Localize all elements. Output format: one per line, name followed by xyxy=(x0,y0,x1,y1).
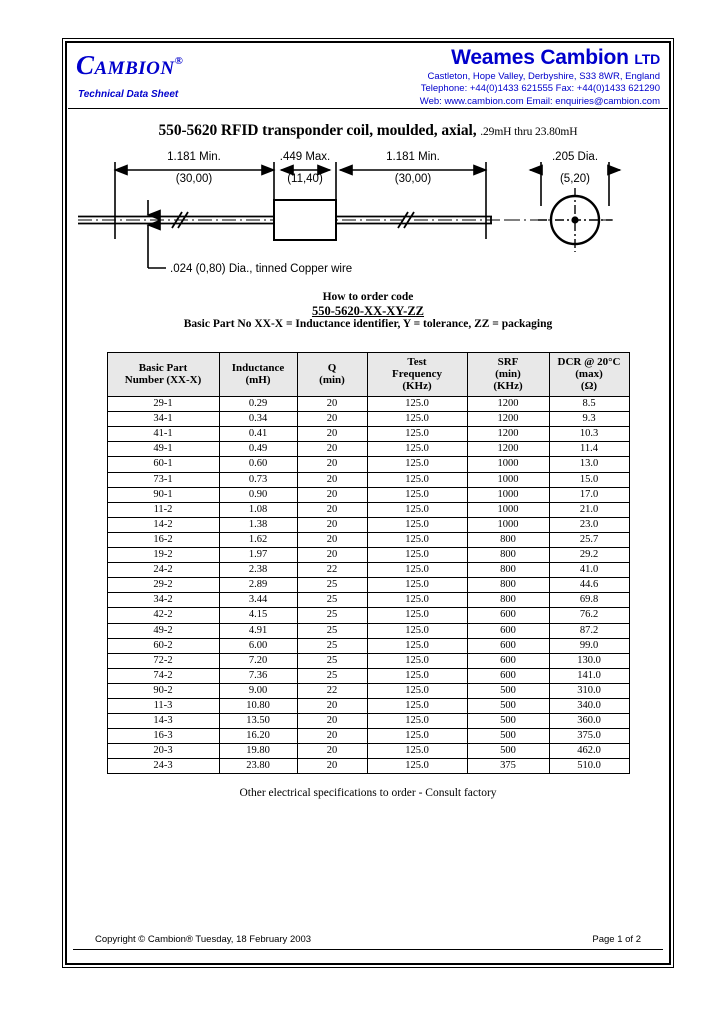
spec-cell: 4.15 xyxy=(219,608,297,623)
spec-cell: 310.0 xyxy=(549,683,629,698)
table-row xyxy=(107,593,629,608)
spec-cell: 1000 xyxy=(467,472,549,487)
spec-cell: 20 xyxy=(297,487,367,502)
spec-cell: 1.97 xyxy=(219,548,297,563)
table-row xyxy=(107,578,629,593)
spec-cell: 462.0 xyxy=(549,744,629,759)
order-code-block xyxy=(68,291,668,332)
spec-cell: 500 xyxy=(467,729,549,744)
spec-cell: 125.0 xyxy=(367,412,467,427)
spec-cell: 41.0 xyxy=(549,563,629,578)
spec-table-header-cell-1 xyxy=(219,352,297,397)
spec-cell: 25 xyxy=(297,593,367,608)
spec-cell: 10.3 xyxy=(549,427,629,442)
table-row xyxy=(107,548,629,563)
spec-cell: 1200 xyxy=(467,397,549,412)
company-address-line1: Castleton, Hope Valley, Derbyshire, S33 8WR, England xyxy=(427,71,660,82)
spec-header-line: (max) xyxy=(575,367,603,380)
spec-header-line: (KHz) xyxy=(493,379,523,392)
wire-diameter-note: .024 (0,80) Dia., tinned Copper wire xyxy=(170,263,353,275)
spec-cell: 25 xyxy=(297,623,367,638)
order-code-pattern: 550-5620-XX-XY-ZZ xyxy=(311,303,425,318)
table-row xyxy=(107,714,629,729)
spec-cell: 49-2 xyxy=(107,623,219,638)
spec-cell: 3.44 xyxy=(219,593,297,608)
company-block xyxy=(260,46,660,108)
spec-cell: 17.0 xyxy=(549,487,629,502)
table-row xyxy=(107,397,629,412)
spec-cell: 9.3 xyxy=(549,412,629,427)
spec-cell: 20 xyxy=(297,548,367,563)
spec-cell: 29-1 xyxy=(107,397,219,412)
technical-data-sheet-label: Technical Data Sheet xyxy=(78,89,179,100)
spec-cell: 72-2 xyxy=(107,653,219,668)
spec-cell: 20 xyxy=(297,397,367,412)
company-name xyxy=(260,46,660,71)
spec-cell: 1.38 xyxy=(219,517,297,532)
spec-cell: 16.20 xyxy=(219,729,297,744)
spec-table-body xyxy=(107,397,629,774)
spec-cell: 74-2 xyxy=(107,668,219,683)
spec-cell: 90-1 xyxy=(107,487,219,502)
spec-cell: 20 xyxy=(297,442,367,457)
spec-cell: 125.0 xyxy=(367,759,467,774)
spec-cell: 9.00 xyxy=(219,683,297,698)
spec-cell: 1000 xyxy=(467,502,549,517)
spec-cell: 20 xyxy=(297,698,367,713)
spec-table-header-cell-3 xyxy=(367,352,467,397)
spec-cell: 0.41 xyxy=(219,427,297,442)
other-specs-note: Other electrical specifications to order - Consult factory xyxy=(239,787,497,800)
spec-cell: 19.80 xyxy=(219,744,297,759)
table-row xyxy=(107,457,629,472)
spec-cell: 15.0 xyxy=(549,472,629,487)
dim-right-lead-metric: (30,00) xyxy=(394,173,432,185)
datasheet-page xyxy=(62,38,674,968)
spec-cell: 125.0 xyxy=(367,457,467,472)
spec-table-header-cell-4 xyxy=(467,352,549,397)
spec-cell: 375 xyxy=(467,759,549,774)
spec-cell: 20 xyxy=(297,759,367,774)
spec-cell: 1000 xyxy=(467,487,549,502)
spec-cell: 0.90 xyxy=(219,487,297,502)
dim-left-lead-value: 1.181 Min. xyxy=(167,151,221,163)
spec-header-line: Inductance xyxy=(231,361,285,374)
spec-cell: 125.0 xyxy=(367,472,467,487)
spec-cell: 44.6 xyxy=(549,578,629,593)
page-title-main: 550-5620 RFID transponder coil, moulded, axial, xyxy=(158,122,477,139)
table-row xyxy=(107,472,629,487)
table-row xyxy=(107,487,629,502)
spec-cell: 125.0 xyxy=(367,638,467,653)
registered-mark-icon: ® xyxy=(174,55,184,67)
spec-cell: 23.0 xyxy=(549,517,629,532)
spec-header-line: Q xyxy=(327,361,337,374)
company-name-suffix: LTD xyxy=(634,51,660,67)
spec-cell: 25 xyxy=(297,638,367,653)
spec-cell: 10.80 xyxy=(219,698,297,713)
table-row xyxy=(107,698,629,713)
dim-left-lead-metric: (30,00) xyxy=(175,173,213,185)
spec-cell: 25 xyxy=(297,668,367,683)
dim-diameter-value: .205 Dia. xyxy=(551,151,599,163)
spec-cell: 25 xyxy=(297,578,367,593)
table-row xyxy=(107,442,629,457)
spec-cell: 800 xyxy=(467,532,549,547)
spec-cell: 500 xyxy=(467,683,549,698)
spec-cell: 500 xyxy=(467,744,549,759)
logo-text: Cambion xyxy=(76,50,175,80)
spec-cell: 20 xyxy=(297,517,367,532)
order-code-heading: How to order code xyxy=(322,291,414,303)
spec-cell: 20 xyxy=(297,472,367,487)
spec-cell: 99.0 xyxy=(549,638,629,653)
component-dimension-drawing xyxy=(68,144,668,289)
table-row xyxy=(107,412,629,427)
dim-diameter-metric: (5,20) xyxy=(559,173,591,185)
spec-cell: 800 xyxy=(467,578,549,593)
spec-cell: 125.0 xyxy=(367,729,467,744)
spec-cell: 1000 xyxy=(467,457,549,472)
spec-cell: 8.5 xyxy=(549,397,629,412)
table-row xyxy=(107,638,629,653)
spec-cell: 0.29 xyxy=(219,397,297,412)
spec-cell: 600 xyxy=(467,623,549,638)
table-row xyxy=(107,759,629,774)
table-row xyxy=(107,532,629,547)
spec-cell: 14-3 xyxy=(107,714,219,729)
company-name-main: Weames Cambion xyxy=(451,46,635,69)
spec-cell: 13.50 xyxy=(219,714,297,729)
spec-cell: 800 xyxy=(467,593,549,608)
spec-cell: 20 xyxy=(297,457,367,472)
drawing-svg xyxy=(68,144,668,289)
spec-cell: 76.2 xyxy=(549,608,629,623)
spec-cell: 25.7 xyxy=(549,532,629,547)
spec-cell: 141.0 xyxy=(549,668,629,683)
spec-header-line: SRF xyxy=(497,355,519,368)
spec-cell: 125.0 xyxy=(367,563,467,578)
spec-cell: 600 xyxy=(467,638,549,653)
spec-cell: 1200 xyxy=(467,427,549,442)
spec-cell: 24-3 xyxy=(107,759,219,774)
spec-cell: 11-2 xyxy=(107,502,219,517)
spec-cell: 125.0 xyxy=(367,623,467,638)
table-row xyxy=(107,653,629,668)
spec-cell: 11-3 xyxy=(107,698,219,713)
spec-cell: 125.0 xyxy=(367,683,467,698)
spec-cell: 49-1 xyxy=(107,442,219,457)
spec-table-header-row xyxy=(107,352,629,397)
spec-cell: 14-2 xyxy=(107,517,219,532)
spec-cell: 800 xyxy=(467,548,549,563)
spec-cell: 25 xyxy=(297,608,367,623)
spec-cell: 125.0 xyxy=(367,502,467,517)
spec-table-header-cell-5 xyxy=(549,352,629,397)
spec-cell: 20 xyxy=(297,502,367,517)
spec-cell: 0.34 xyxy=(219,412,297,427)
spec-cell: 6.00 xyxy=(219,638,297,653)
spec-cell: 21.0 xyxy=(549,502,629,517)
spec-header-line: (Ω) xyxy=(580,379,598,392)
table-row xyxy=(107,623,629,638)
spec-cell: 2.38 xyxy=(219,563,297,578)
spec-header-line: (KHz) xyxy=(402,379,432,392)
spec-cell: 16-2 xyxy=(107,532,219,547)
spec-cell: 500 xyxy=(467,698,549,713)
spec-cell: 20 xyxy=(297,714,367,729)
spec-cell: 41-1 xyxy=(107,427,219,442)
spec-cell: 4.91 xyxy=(219,623,297,638)
table-row xyxy=(107,683,629,698)
dim-body-length-value: .449 Max. xyxy=(279,151,331,163)
spec-cell: 800 xyxy=(467,563,549,578)
table-row xyxy=(107,563,629,578)
spec-table-header-cell-0 xyxy=(107,352,219,397)
spec-cell: 34-2 xyxy=(107,593,219,608)
spec-table-head xyxy=(107,352,629,397)
spec-cell: 24-2 xyxy=(107,563,219,578)
spec-cell: 130.0 xyxy=(549,653,629,668)
spec-cell: 125.0 xyxy=(367,532,467,547)
spec-cell: 7.36 xyxy=(219,668,297,683)
spec-cell: 1.62 xyxy=(219,532,297,547)
spec-cell: 125.0 xyxy=(367,397,467,412)
spec-cell: 1200 xyxy=(467,412,549,427)
spec-cell: 125.0 xyxy=(367,714,467,729)
spec-cell: 7.20 xyxy=(219,653,297,668)
spec-cell: 20 xyxy=(297,427,367,442)
spec-table-header-cell-2 xyxy=(297,352,367,397)
table-row xyxy=(107,427,629,442)
dim-body-length-metric: (11,40) xyxy=(287,173,323,185)
table-row xyxy=(107,744,629,759)
table-row xyxy=(107,729,629,744)
spec-cell: 22 xyxy=(297,683,367,698)
table-row xyxy=(107,517,629,532)
spec-header-line: Frequency xyxy=(392,367,442,380)
spec-cell: 20 xyxy=(297,744,367,759)
spec-header-line: Number (XX-X) xyxy=(124,373,202,386)
spec-header-line: DCR @ 20°C xyxy=(557,355,621,368)
spec-cell: 29-2 xyxy=(107,578,219,593)
spec-cell: 125.0 xyxy=(367,744,467,759)
spec-cell: 340.0 xyxy=(549,698,629,713)
copyright-text: Copyright © Cambion® Tuesday, 18 February 2003 xyxy=(95,934,312,945)
spec-header-line: Test xyxy=(407,355,427,368)
spec-cell: 13.0 xyxy=(549,457,629,472)
spec-cell: 20 xyxy=(297,532,367,547)
spec-cell: 20 xyxy=(297,412,367,427)
spec-cell: 11.4 xyxy=(549,442,629,457)
spec-cell: 125.0 xyxy=(367,698,467,713)
spec-cell: 23.80 xyxy=(219,759,297,774)
spec-header-line: (min) xyxy=(495,367,521,380)
spec-cell: 500 xyxy=(467,714,549,729)
spec-cell: 29.2 xyxy=(549,548,629,563)
table-row xyxy=(107,502,629,517)
order-code-legend: Basic Part No XX-X = Inductance identifier, Y = tolerance, ZZ = packaging xyxy=(183,318,553,330)
company-web-email: Web: www.cambion.com Email: enquiries@cambion.com xyxy=(419,95,660,107)
spec-cell: 125.0 xyxy=(367,608,467,623)
table-row xyxy=(107,608,629,623)
page-inner xyxy=(68,44,668,962)
spec-cell: 73-1 xyxy=(107,472,219,487)
page-title-range: .29mH thru 23.80mH xyxy=(480,126,578,138)
page-title xyxy=(68,122,668,140)
spec-cell: 42-2 xyxy=(107,608,219,623)
cambion-logo xyxy=(76,50,183,81)
spec-cell: 34-1 xyxy=(107,412,219,427)
spec-cell: 2.89 xyxy=(219,578,297,593)
spec-header-line: (mH) xyxy=(245,373,271,386)
spec-cell: 25 xyxy=(297,653,367,668)
page-header xyxy=(68,44,668,109)
spec-table-container xyxy=(68,352,668,775)
spec-header-line: Basic Part xyxy=(138,361,188,374)
table-row xyxy=(107,668,629,683)
spec-cell: 87.2 xyxy=(549,623,629,638)
spec-cell: 125.0 xyxy=(367,548,467,563)
dim-right-lead-value: 1.181 Min. xyxy=(386,151,440,163)
spec-cell: 125.0 xyxy=(367,487,467,502)
spec-cell: 1200 xyxy=(467,442,549,457)
spec-cell: 0.49 xyxy=(219,442,297,457)
spec-cell: 0.73 xyxy=(219,472,297,487)
spec-cell: 125.0 xyxy=(367,593,467,608)
spec-cell: 60-1 xyxy=(107,457,219,472)
page-footer xyxy=(73,934,663,950)
spec-cell: 69.8 xyxy=(549,593,629,608)
spec-cell: 1000 xyxy=(467,517,549,532)
spec-cell: 19-2 xyxy=(107,548,219,563)
spec-cell: 22 xyxy=(297,563,367,578)
spec-cell: 16-3 xyxy=(107,729,219,744)
spec-cell: 600 xyxy=(467,608,549,623)
spec-cell: 360.0 xyxy=(549,714,629,729)
spec-header-line: (min) xyxy=(319,373,345,386)
spec-cell: 20-3 xyxy=(107,744,219,759)
spec-cell: 600 xyxy=(467,653,549,668)
spec-cell: 60-2 xyxy=(107,638,219,653)
spec-cell: 375.0 xyxy=(549,729,629,744)
spec-cell: 0.60 xyxy=(219,457,297,472)
spec-cell: 125.0 xyxy=(367,517,467,532)
spec-cell: 1.08 xyxy=(219,502,297,517)
spec-cell: 125.0 xyxy=(367,653,467,668)
spec-cell: 20 xyxy=(297,729,367,744)
page-number: Page 1 of 2 xyxy=(592,934,641,945)
spec-cell: 125.0 xyxy=(367,578,467,593)
spec-cell: 125.0 xyxy=(367,442,467,457)
spec-cell: 125.0 xyxy=(367,427,467,442)
spec-cell: 90-2 xyxy=(107,683,219,698)
specification-table xyxy=(107,352,630,775)
spec-cell: 510.0 xyxy=(549,759,629,774)
spec-cell: 125.0 xyxy=(367,668,467,683)
spec-cell: 600 xyxy=(467,668,549,683)
company-phone-fax: Telephone: +44(0)1433 621555 Fax: +44(0)1433 621290 xyxy=(420,83,660,95)
